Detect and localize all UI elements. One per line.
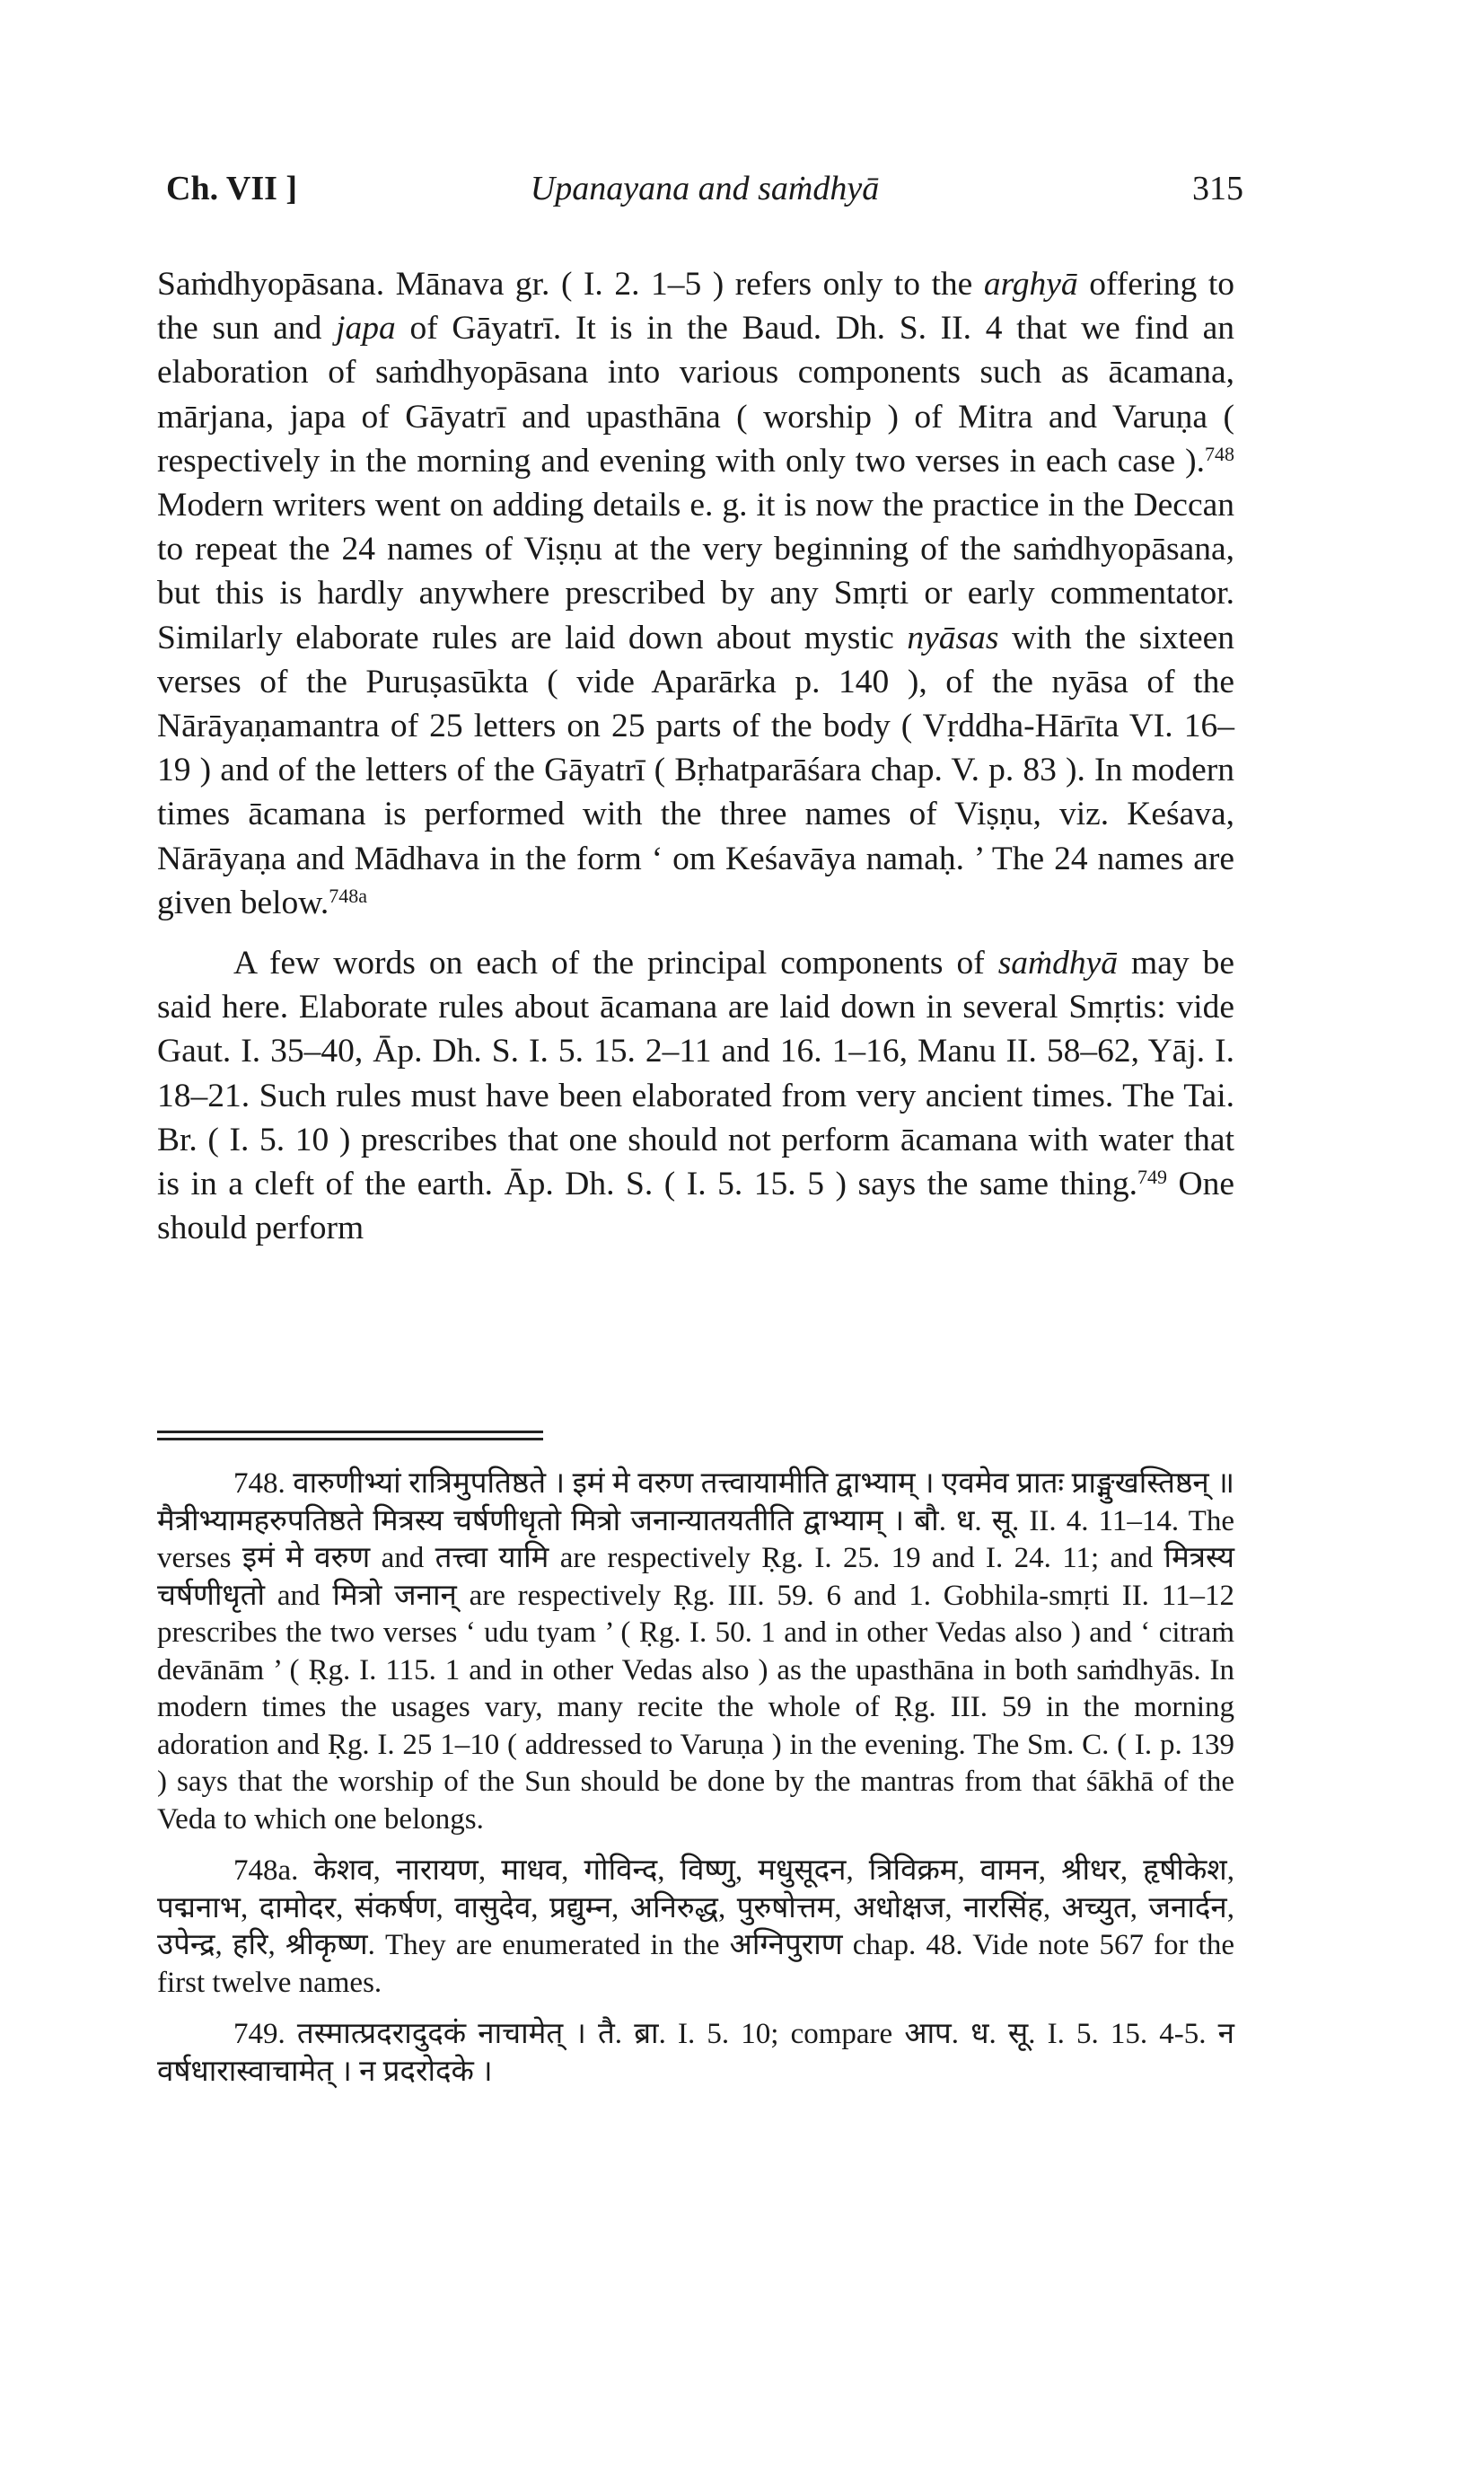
footnote-ref-749[interactable]: 749 bbox=[1137, 1166, 1167, 1189]
footnote-divider bbox=[157, 1431, 543, 1433]
footnote-748: 748. वारुणीभ्यां रात्रिमुपतिष्ठते । इमं मे वरुण तत्त्वायामीति द्वाभ्याम् । एवमेव प्रातः प्राङ्मुखस्तिष्ठन् ॥ मैत्रीभ्यामहरुपतिष्ठते मित्रस्य चर्षणीधृतो मित्रो जनान्यातयतीति द्वाभ्याम् । बौ. ध. सू. II. 4. 11–14. The verses इमं मे वरुण and तत्त्वा यामि are respectively Ṛg. I. 25. 19 and I. 24. 11; and मित्रस्य चर्षणीधृतो and मित्रो जनान् are respectively Ṛg. III. 59. 6 and 1. Gobhila-smṛti II. 11–12 prescribes the two verses ‘ udu tyam ’ ( Ṛg. I. 50. 1 and in other Vedas also ) and ‘ citraṁ devānām ’ ( Ṛg. I. 115. 1 and in other Vedas also ) as the upasthāna in both saṁdhyās. In modern times the usages vary, many recite the whole of Ṛg. III. 59 in the morning adoration and Ṛg. I. 25 1–10 ( addressed to Varuṇa ) in the evening. The Sm. C. ( I. p. 139 ) says that the worship of the Sun should be done by the mantras from that śākhā of the Veda to which one belongs. bbox=[157, 1467, 1234, 1836]
footnote-ref-748[interactable]: 748 bbox=[1205, 442, 1234, 465]
paragraph-2: A few words on each of the principal components of saṁdhyā may be said here. Elaborate rules about ācamana are laid down in several Smṛtis: vide Gaut. I. 35–40, Āp. Dh. S. I. 5. 15. 2–11 and 16. 1–16, Manu II. 58–62, Yāj. I. 18–21. Such rules must have been elaborated from very ancient times. The Tai. Br. ( I. 5. 10 ) prescribes that one should not perform ācamana with water that is in a cleft of the earth. Āp. Dh. S. ( I. 5. 15. 5 ) says the same thing.$^{749}$ One should perform bbox=[157, 945, 1234, 1247]
footnote-ref-748a[interactable]: 748a bbox=[329, 884, 368, 907]
footnote-749: 749. तस्मात्प्रदरादुदकं नाचामेत् । तै. ब्रा. I. 5. 10; compare आप. ध. सू. I. 5. 15. 4-5. न वर्षधारास्वाचामेत् । न प्रदरोदके । bbox=[157, 2018, 1234, 2088]
paragraph-1: Saṁdhyopāsana. Mānava gr. ( I. 2. 1–5 ) refers only to the arghyā offering to the sun and japa of Gāyatrī. It is in the Baud. Dh. S. II. 4 that we find an elaboration of saṁdhyopāsana into various components such as ācamana, mārjana, japa of Gāyatrī and upasthāna ( worship ) of Mitra and Varuṇa ( respectively in the morning and evening with only two verses in each case ).$^{748}$ Modern writers went on adding details e. g. it is now the practice in the Deccan to repeat the 24 names of Viṣṇu at the very beginning of the saṁdhyopāsana, but this is hardly anywhere prescribed by any Smṛti or early commentator. Similarly elaborate rules are laid down about mystic nyāsas with the sixteen verses of the Puruṣasūkta ( vide Aparārka p. 140 ), of the nyāsa of the Nārāyaṇamantra of 25 letters on 25 parts of the body ( Vṛddha-Hārīta VI. 16–19 ) and of the letters of the Gāyatrī ( Bṛhatparāśara chap. V. p. 83 ). In modern times ācamana is performed with the three names of Viṣṇu, viz. Keśava, Nārāyaṇa and Mādhava in the form ‘ om Keśavāya namaḥ. ’ The 24 names are given below.$^{748a}$ bbox=[157, 266, 1235, 921]
main-text bbox=[157, 262, 1234, 1250]
chapter-label: Ch. VII ] bbox=[166, 170, 298, 207]
footnote-748a: 748a. केशव, नारायण, माधव, गोविन्द, विष्णु, मधुसूदन, त्रिविक्रम, वामन, श्रीधर, हृषीकेश, पद्मनाभ, दामोदर, संकर्षण, वासुदेव, प्रद्युम्न, अनिरुद्ध, पुरुषोत्तम, अधोक्षज, नारसिंह, अच्युत, जनार्दन, उपेन्द्र, हरि, श्रीकृष्ण. They are enumerated in the अग्निपुराण chap. 48. Vide note 567 for the first twelve names. bbox=[157, 1854, 1234, 1999]
page-number: 315 bbox=[1192, 170, 1243, 207]
running-header bbox=[166, 169, 1243, 223]
footnote-divider-second bbox=[157, 1438, 543, 1440]
footnotes bbox=[157, 1466, 1234, 2105]
running-title: Upanayana and saṁdhyā bbox=[530, 170, 880, 207]
